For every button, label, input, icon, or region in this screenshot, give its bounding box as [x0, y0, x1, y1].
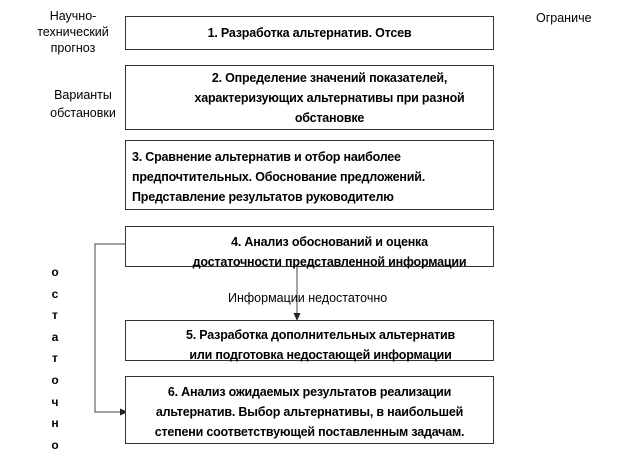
step-1-text: 1. Разработка альтернатив. Отсев — [207, 26, 412, 40]
situation-variants-label: Варианты обстановки — [50, 88, 116, 120]
step-6-box — [125, 376, 494, 444]
insufficient-info-label: Информации недостаточно — [228, 291, 388, 305]
step-2-text: 2. Определение значений показателей, характеризующих альтернативы при разной обстановке — [194, 71, 465, 125]
sufficient-vertical-label: о с т а т о ч н о — [51, 265, 59, 452]
loop-connector — [95, 244, 126, 412]
step-6-text: 6. Анализ ожидаемых результатов реализации альтернатив. Выбор альтернативы, в наибольшей степени соответствующей поставленным задачам. — [154, 385, 465, 439]
step-3-box — [125, 140, 494, 210]
step-2-box — [125, 65, 494, 130]
step-5-box — [125, 320, 494, 361]
constraints-label: Ограниче — [536, 11, 592, 25]
step-3-text: 3. Сравнение альтернатив и отбор наиболее предпочтительных. Обоснование предложений. Представление результатов руководителю — [132, 150, 425, 204]
step-4-text: 4. Анализ обоснований и оценка достаточности представленной информации — [192, 235, 467, 269]
step-5-text: 5. Разработка дополнительных альтернатив или подготовка недостающей информации — [186, 328, 455, 362]
step-1-box — [125, 16, 494, 50]
step-4-box — [125, 226, 494, 267]
forecast-label: Научно- технический прогноз — [37, 9, 109, 55]
